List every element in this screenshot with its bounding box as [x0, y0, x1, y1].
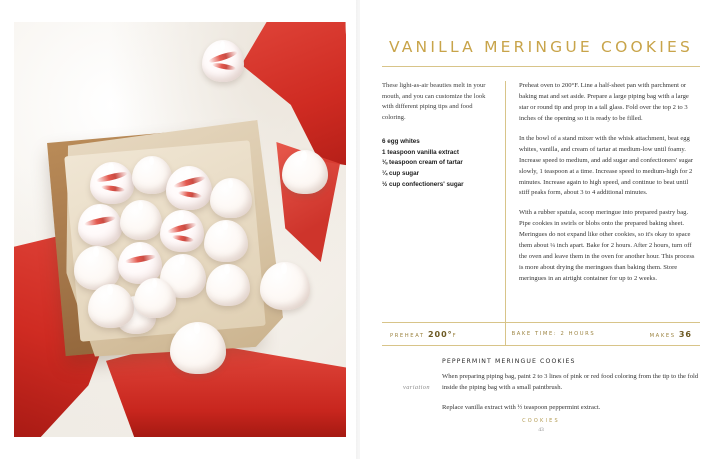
- variation-content: [442, 358, 700, 423]
- footer-section-label: COOKIES: [522, 418, 560, 424]
- ingredient-item: ½ cup confectioners' sugar: [382, 181, 464, 188]
- meringue-cookie: [202, 40, 244, 82]
- peppermint-swirl: [172, 234, 195, 243]
- preheat-value: 200°: [427, 329, 453, 339]
- recipe-layout: [382, 22, 700, 437]
- peppermint-swirl: [212, 62, 237, 71]
- meringue-cookie: [282, 150, 328, 194]
- variation-paragraph: Replace vanilla extract with ½ teaspoon peppermint extract.: [442, 403, 601, 411]
- peppermint-swirl: [178, 190, 202, 199]
- ingredient-item: ¼ cup sugar: [382, 170, 420, 178]
- title-rule: [382, 66, 700, 67]
- meringue-cookie: [206, 264, 250, 306]
- meringue-cookie: [120, 200, 162, 240]
- peppermint-swirl: [167, 221, 198, 235]
- variation-title: PEPPERMINT MERINGUE COOKIES: [442, 358, 576, 365]
- variation-paragraph: When preparing piping bag, paint 2 to 3 lines of pink or red food coloring from the tip to the fold inside the piping bag with a small paintbrush.: [442, 373, 699, 391]
- meringue-cookie: [260, 262, 310, 310]
- preheat-meta: [390, 330, 457, 339]
- bake-time-label: BAKE TIME:: [511, 331, 558, 337]
- recipe-intro: These light-as-air beauties melt in your mouth, and you can customize the look with different piping tips and food coloring.: [382, 82, 486, 122]
- meringue-cookies-in-box-photo: [14, 22, 346, 437]
- instructions-column: [506, 81, 700, 345]
- makes-label: MAKES: [649, 332, 676, 339]
- variation-section: [382, 358, 700, 423]
- meringue-cookie: [160, 210, 204, 252]
- meringue-cookie: [134, 278, 176, 318]
- peppermint-swirl: [208, 50, 238, 65]
- ingredient-item: 1 teaspoon vanilla extract: [382, 148, 459, 156]
- bake-time-meta: [512, 331, 596, 337]
- recipe-meta-bar: [382, 322, 700, 346]
- meringue-cookie: [78, 204, 122, 246]
- ingredient-item: ⅛ teaspoon cream of tartar: [382, 159, 463, 167]
- recipe-title: VANILLA MERINGUE COOKIES: [388, 38, 694, 56]
- recipe-columns: [382, 81, 700, 345]
- meringue-cookie: [88, 284, 134, 328]
- ingredient-item: 6 egg whites: [382, 137, 420, 145]
- meringue-cookie: [170, 322, 226, 374]
- page-footer: [382, 418, 700, 433]
- page-number: 43: [538, 427, 544, 433]
- preheat-label: PREHEAT: [390, 332, 425, 339]
- instruction-step: Preheat oven to 200°F. Line a half-sheet pan with parchment or baking mat and set aside. Prepare a large piping bag with a large star or round tip and prop in a tall glass. Fold over the top 2 to 3 inches of the opening so it is ready to be filled.: [519, 82, 689, 122]
- right-page: [360, 0, 720, 459]
- peppermint-swirl: [173, 175, 206, 190]
- instruction-step: In the bowl of a stand mixer with the whisk attachment, beat egg whites, vanilla, and cream of tartar at medium-low until foamy. Increase speed to medium, and add sugar and confectioners' sugar slowly, 1 teaspoon at a time. Increase speed to medium-high for 2 minutes. Increase again to high speed, and continue to beat until stiff peaks form, about 3 to 4 additional minutes.: [519, 134, 694, 197]
- meringue-cookie: [166, 166, 212, 210]
- meringue-cookie: [90, 162, 134, 204]
- preheat-unit: F: [452, 332, 458, 339]
- ingredients-column: [382, 81, 506, 345]
- makes-value: 36: [678, 329, 692, 339]
- variation-side-label: variation: [402, 384, 430, 391]
- peppermint-swirl: [101, 184, 125, 192]
- peppermint-swirl: [96, 170, 129, 184]
- meringue-cookie: [204, 220, 248, 262]
- ingredients-list: [382, 137, 493, 191]
- peppermint-swirl: [125, 253, 157, 264]
- instruction-step: With a rubber spatula, scoop meringue into prepared pastry bag. Pipe cookies in swirls or blobs onto the prepared baking sheet. Meringues do not expand like other cookies, so it's okay to space them about ¼ inch apart. Bake for 2 hours. After 2 hours, turn off the oven and leave them in the oven for another hour. This process is more about drying the meringues than baking them. Store meringues in an airtight container for up to 2 weeks.: [519, 209, 695, 282]
- meringue-cookie: [210, 178, 252, 218]
- bake-time-value: 2 HOURS: [560, 331, 596, 337]
- makes-meta: [650, 330, 692, 339]
- peppermint-swirl: [84, 215, 117, 228]
